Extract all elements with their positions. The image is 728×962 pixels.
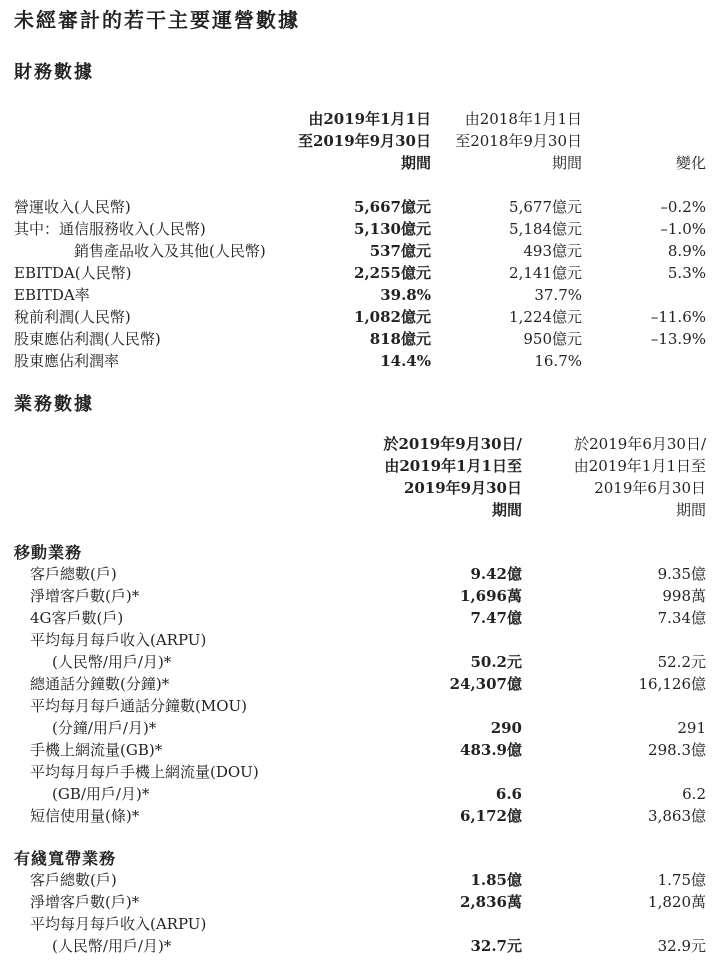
fin-row-v1: 818億元 [369, 330, 431, 348]
mob-row-label: 淨增客戶數(戶)* [30, 587, 140, 605]
mob-row-v1: 1,696萬 [460, 587, 522, 605]
bb-row-label: 客戶總數(戶) [30, 871, 117, 889]
bb-row-v1: 32.7元 [470, 937, 522, 955]
mob-row-label: 4G客戶數(戶) [30, 609, 124, 627]
mob-row-v2: 998萬 [662, 587, 706, 605]
business-heading: 業務數據 [14, 394, 94, 415]
fin-col2-line: 期間 [551, 154, 582, 172]
fin-row-v3: 8.9% [667, 242, 706, 260]
mob-row-v1: 290 [490, 719, 522, 737]
bb-row-v2: 1.75億 [657, 871, 706, 889]
mob-row-label: 手機上網流量(GB)* [30, 741, 163, 759]
fin-row-label: 其中：通信服務收入(人民幣) [14, 220, 206, 238]
fin-row-v1: 14.4% [380, 352, 431, 370]
fin-row-v1: 1,082億元 [354, 308, 431, 326]
fin-row-v3: 5.3% [667, 264, 706, 282]
fin-col1-line: 至2019年9月30日 [297, 132, 431, 150]
fin-row-v2: 5,184億元 [509, 220, 582, 238]
broadband-heading: 有綫寬帶業務 [14, 849, 117, 868]
fin-row-v2: 37.7% [534, 286, 582, 304]
mob-row-v2: 291 [677, 719, 706, 737]
bb-row-v1: 2,836萬 [460, 893, 522, 911]
bus-col1-line: 2019年9月30日 [403, 479, 522, 497]
mob-row-label: (GB/用戶/月)* [52, 785, 150, 803]
fin-row-label: 股東應佔利潤(人民幣) [14, 330, 161, 348]
mobile-heading: 移動業務 [14, 543, 83, 562]
bus-col1-line: 由2019年1月1日至 [384, 457, 522, 475]
fin-row-v2: 2,141億元 [509, 264, 582, 282]
bus-col1-line: 期間 [491, 501, 522, 519]
fin-row-v1: 2,255億元 [354, 264, 431, 282]
mob-row-label: 客戶總數(戶) [30, 565, 117, 583]
fin-col2-line: 至2018年9月30日 [455, 132, 582, 150]
fin-row-v1: 39.8% [380, 286, 431, 304]
mob-row-v2: 298.3億 [648, 741, 706, 759]
fin-row-label: 營運收入(人民幣) [14, 198, 131, 216]
mob-row-v2: 9.35億 [657, 565, 706, 583]
fin-row-v2: 16.7% [534, 352, 582, 370]
mob-row-label: (人民幣/用戶/月)* [52, 653, 172, 671]
bus-col1-line: 於2019年9月30日/ [383, 435, 522, 453]
fin-row-label: 稅前利潤(人民幣) [14, 308, 131, 326]
mob-row-v1: 7.47億 [470, 609, 522, 627]
bb-row-label: 平均每月每戶收入(ARPU) [30, 915, 207, 933]
fin-row-v3: –0.2% [660, 198, 706, 216]
mob-row-v1: 6.6 [495, 785, 522, 803]
mob-row-v2: 16,126億 [638, 675, 706, 693]
bus-col2-line: 2019年6月30日 [594, 479, 706, 497]
mob-row-v2: 3,863億 [648, 807, 706, 825]
mob-row-label: 平均每月每戶手機上網流量(DOU) [30, 763, 259, 781]
fin-row-v3: –1.0% [660, 220, 706, 238]
bb-row-v2: 1,820萬 [648, 893, 706, 911]
mob-row-v2: 7.34億 [657, 609, 706, 627]
bb-row-v2: 32.9元 [657, 937, 706, 955]
mob-row-label: 平均每月每戶收入(ARPU) [30, 631, 207, 649]
fin-row-v3: –11.6% [650, 308, 706, 326]
fin-col1-line: 由2019年1月1日 [308, 110, 431, 128]
mob-row-v1: 483.9億 [460, 741, 522, 759]
bus-col2-line: 期間 [675, 501, 706, 519]
mob-row-label: (分鐘/用戶/月)* [52, 719, 157, 737]
mob-row-label: 短信使用量(條)* [30, 807, 140, 825]
mob-row-label: 平均每月每戶通話分鐘數(MOU) [30, 697, 248, 715]
fin-row-v2: 1,224億元 [509, 308, 582, 326]
bb-row-label: 淨增客戶數(戶)* [30, 893, 140, 911]
fin-row-v2: 5,677億元 [509, 198, 582, 216]
mob-row-v1: 9.42億 [470, 565, 522, 583]
fin-row-v3: –13.9% [650, 330, 706, 348]
bus-col2-line: 於2019年6月30日/ [574, 435, 706, 453]
mob-row-v1: 50.2元 [470, 653, 522, 671]
fin-row-label: EBITDA(人民幣) [14, 264, 132, 282]
fin-col2-line: 由2018年1月1日 [464, 110, 582, 128]
mob-row-v1: 6,172億 [460, 807, 522, 825]
mob-row-v1: 24,307億 [449, 675, 522, 693]
mob-row-label: 總通話分鐘數(分鐘)* [30, 675, 170, 693]
bb-row-v1: 1.85億 [470, 871, 522, 889]
fin-row-label: 銷售產品收入及其他(人民幣) [74, 242, 266, 260]
mob-row-v2: 52.2元 [657, 653, 706, 671]
fin-row-v2: 950億元 [523, 330, 582, 348]
page-title: 未經審計的若干主要運營數據 [14, 8, 300, 32]
fin-row-v2: 493億元 [523, 242, 582, 260]
bus-col2-line: 由2019年1月1日至 [573, 457, 706, 475]
mob-row-v2: 6.2 [682, 785, 706, 803]
fin-col1-line: 期間 [400, 154, 431, 172]
financial-heading: 財務數據 [14, 62, 94, 83]
fin-row-v1: 5,130億元 [354, 220, 431, 238]
fin-row-label: 股東應佔利潤率 [14, 352, 120, 370]
bb-row-label: (人民幣/用戶/月)* [52, 937, 172, 955]
fin-row-v1: 537億元 [369, 242, 431, 260]
fin-col3-header: 變化 [675, 154, 706, 172]
fin-row-label: EBITDA率 [14, 286, 90, 304]
fin-row-v1: 5,667億元 [354, 198, 431, 216]
